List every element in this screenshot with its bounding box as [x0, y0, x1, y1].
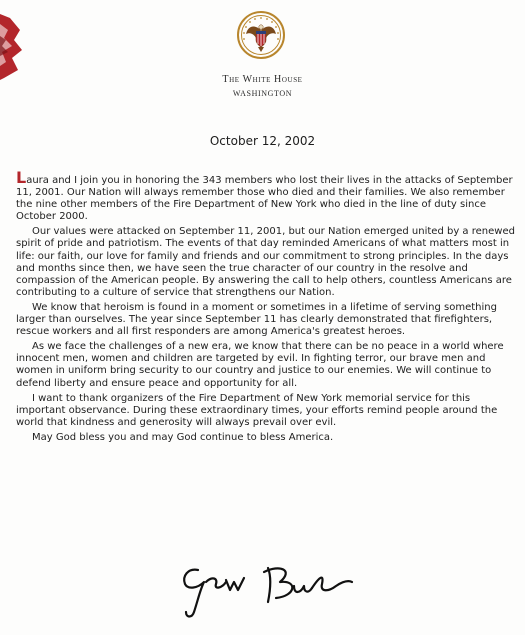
paragraph-text: aura and I join you in honoring the 343 members who lost their lives in the attacks of September 11, 2001. Our Nation will always remember those who died and their families. We also remember the nine other members of the Fire Department of New York who died in the line of duty since October 2000. — [16, 175, 513, 223]
presidential-seal-icon — [236, 10, 286, 60]
letter-paragraph: I want to thank organizers of the Fire Department of New York memorial service for this important observance. During these extraordinary times, your efforts remind people around the world that kindness and generosity will always prevail over evil. — [16, 392, 498, 428]
letterhead-location: WASHINGTON — [232, 89, 293, 98]
signature-icon — [176, 556, 356, 626]
letter-paragraph: We know that heroism is found in a moment or sometimes in a lifetime of serving something larger than ourselves. The year since September 11 has clearly demonstrated that firefighters, rescue workers and all first responders are among America's greatest heroes. — [16, 301, 497, 338]
fire-department-emblem-icon — [0, 0, 26, 82]
letter-paragraph: Our values were attacked on September 11, 2001, but our Nation emerged united by a renewed spirit of pride and patriotism. The events of that day reminded Americans of what matters most in life: our faith, our love for family and friends and our commitment to strong principles. In the days and months since then, we have seen the true character of our country in the resolve and compassion of the American people. By answering the call to help others, countless Americans are contributing to a culture of service that strengthens our Nation. — [16, 226, 515, 298]
letter-body — [16, 168, 516, 444]
letter-paragraph: As we face the challenges of a new era, we know that there can be no peace in a world where innocent men, women and children are targeted by evil. In fighting terror, our brave men and women in uniform bring security to our country and justice to our enemies. We will continue to defend liberty and ensure peace and opportunity for all. — [16, 341, 504, 389]
letter-paragraph — [16, 168, 516, 223]
letter-date: October 12, 2002 — [209, 134, 316, 148]
letterhead-title: The White House — [222, 74, 303, 85]
letter-closing: May God bless you and may God continue to bless America. — [32, 431, 334, 443]
drop-cap: L — [16, 168, 27, 187]
